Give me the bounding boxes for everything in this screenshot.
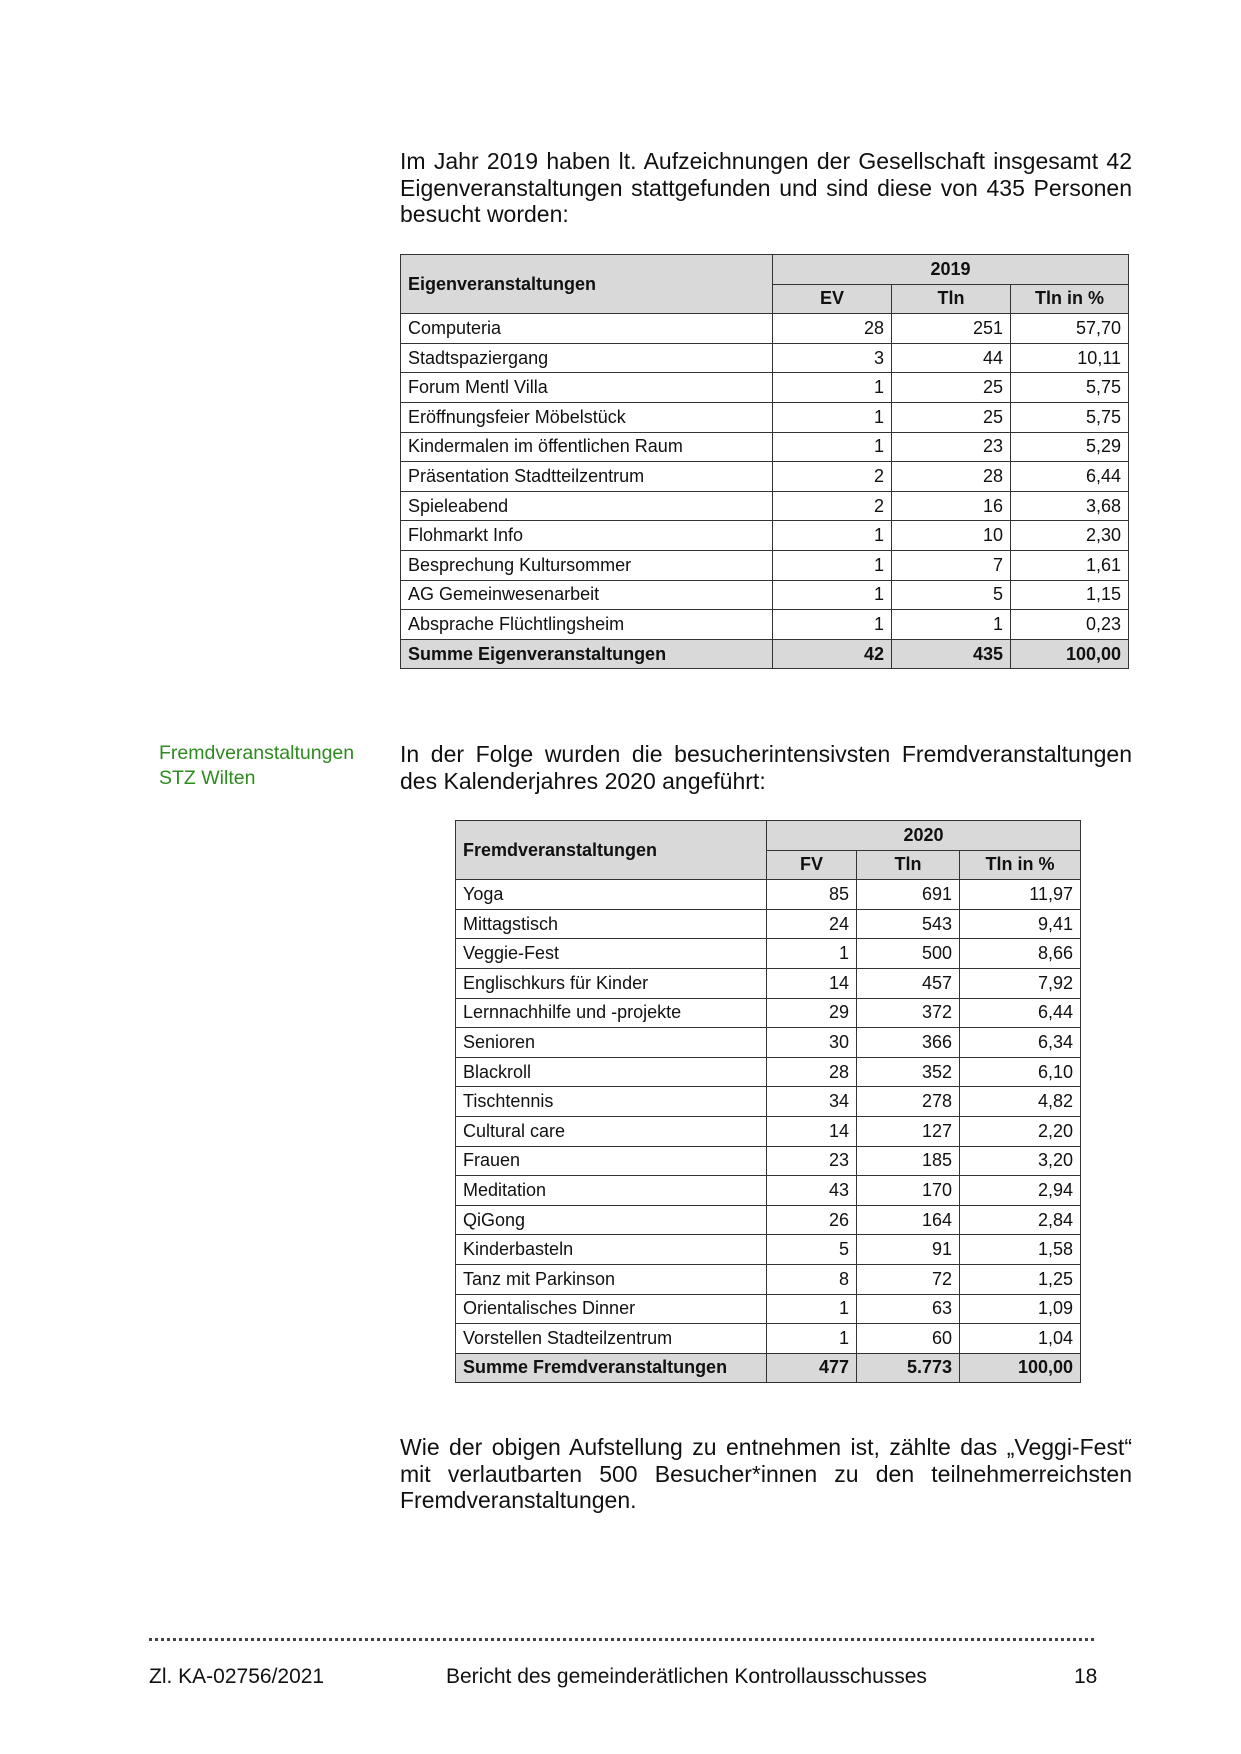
table2-sum-tln: 5.773 <box>857 1353 960 1383</box>
row-value: 8 <box>767 1264 857 1294</box>
table-row <box>456 1235 1081 1265</box>
table1-title: Eigenveranstaltungen <box>401 255 773 314</box>
row-label: Lernnachhilfe und -projekte <box>456 998 767 1028</box>
row-value: 5 <box>767 1235 857 1265</box>
row-label: Yoga <box>456 880 767 910</box>
row-value: 25 <box>892 402 1011 432</box>
table-row <box>456 909 1081 939</box>
row-label: Cultural care <box>456 1116 767 1146</box>
table1-col-tln-pct: Tln in % <box>1011 284 1129 314</box>
margin-note-line2: STZ Wilten <box>159 767 256 789</box>
row-value: 1,61 <box>1011 550 1129 580</box>
row-value: 1 <box>773 550 892 580</box>
table1-year: 2019 <box>773 255 1129 285</box>
row-value: 8,66 <box>960 939 1081 969</box>
row-value: 1,15 <box>1011 580 1129 610</box>
table1-sum-tln: 435 <box>892 639 1011 669</box>
table-row <box>456 998 1081 1028</box>
table-row <box>456 1087 1081 1117</box>
table-row <box>456 880 1081 910</box>
row-value: 34 <box>767 1087 857 1117</box>
row-value: 457 <box>857 968 960 998</box>
row-value: 3,68 <box>1011 491 1129 521</box>
row-value: 1 <box>773 610 892 640</box>
footer-divider <box>149 1638 1094 1643</box>
row-label: Forum Mentl Villa <box>401 373 773 403</box>
table2-title: Fremdveranstaltungen <box>456 821 767 880</box>
row-value: 1 <box>767 939 857 969</box>
row-value: 1 <box>767 1294 857 1324</box>
row-value: 14 <box>767 968 857 998</box>
footer-reference: Zl. KA-02756/2021 <box>149 1665 325 1688</box>
row-value: 1,58 <box>960 1235 1081 1265</box>
row-value: 2,94 <box>960 1176 1081 1206</box>
row-label: Englischkurs für Kinder <box>456 968 767 998</box>
table-row <box>401 610 1129 640</box>
row-value: 2 <box>773 491 892 521</box>
row-label: Veggie-Fest <box>456 939 767 969</box>
row-value: 85 <box>767 880 857 910</box>
row-value: 26 <box>767 1205 857 1235</box>
table1-col-ev: EV <box>773 284 892 314</box>
table-row <box>456 1294 1081 1324</box>
row-value: 14 <box>767 1116 857 1146</box>
table2-sum-fv: 477 <box>767 1353 857 1383</box>
row-label: Absprache Flüchtlingsheim <box>401 610 773 640</box>
fremdveranstaltungen-table <box>455 820 1081 1383</box>
row-value: 60 <box>857 1324 960 1354</box>
row-value: 366 <box>857 1028 960 1058</box>
row-value: 11,97 <box>960 880 1081 910</box>
row-value: 6,34 <box>960 1028 1081 1058</box>
table2-col-tln: Tln <box>857 850 960 880</box>
table-row <box>401 550 1129 580</box>
row-value: 1,09 <box>960 1294 1081 1324</box>
row-label: Kinderbasteln <box>456 1235 767 1265</box>
table2-year: 2020 <box>767 821 1081 851</box>
row-value: 9,41 <box>960 909 1081 939</box>
table-row <box>456 1146 1081 1176</box>
row-value: 251 <box>892 314 1011 344</box>
row-value: 28 <box>892 462 1011 492</box>
table2-sum-label: Summe Fremdveranstaltungen <box>456 1353 767 1383</box>
table-row <box>456 968 1081 998</box>
row-value: 0,23 <box>1011 610 1129 640</box>
row-label: Spieleabend <box>401 491 773 521</box>
table1-sum-ev: 42 <box>773 639 892 669</box>
row-value: 23 <box>892 432 1011 462</box>
row-label: Vorstellen Stadteilzentrum <box>456 1324 767 1354</box>
row-value: 5 <box>892 580 1011 610</box>
table-row <box>401 580 1129 610</box>
table-row <box>456 1057 1081 1087</box>
row-value: 691 <box>857 880 960 910</box>
table-row <box>456 1028 1081 1058</box>
row-label: Senioren <box>456 1028 767 1058</box>
row-value: 164 <box>857 1205 960 1235</box>
footer-page-number: 18 <box>1074 1665 1098 1688</box>
row-value: 1 <box>773 432 892 462</box>
row-value: 7 <box>892 550 1011 580</box>
table-row <box>401 491 1129 521</box>
row-value: 6,10 <box>960 1057 1081 1087</box>
row-label: Computeria <box>401 314 773 344</box>
row-value: 6,44 <box>960 998 1081 1028</box>
row-value: 10,11 <box>1011 343 1129 373</box>
row-value: 1 <box>773 373 892 403</box>
row-value: 1,04 <box>960 1324 1081 1354</box>
row-value: 372 <box>857 998 960 1028</box>
table2-sum-pct: 100,00 <box>960 1353 1081 1383</box>
row-value: 72 <box>857 1264 960 1294</box>
row-value: 4,82 <box>960 1087 1081 1117</box>
row-value: 63 <box>857 1294 960 1324</box>
eigenveranstaltungen-table <box>400 254 1129 669</box>
table-row <box>401 402 1129 432</box>
row-label: Eröffnungsfeier Möbelstück <box>401 402 773 432</box>
row-label: Flohmarkt Info <box>401 521 773 551</box>
table-row <box>401 373 1129 403</box>
table-row <box>456 1205 1081 1235</box>
footer-report-title: Bericht des gemeinderätlichen Kontrollausschusses <box>446 1665 927 1688</box>
mid-paragraph: In der Folge wurden die besucherintensivsten Fremdveranstaltungen des Kalenderjahres 2020 angeführt: <box>400 741 1132 794</box>
table-row <box>456 939 1081 969</box>
outro-paragraph: Wie der obigen Aufstellung zu entnehmen ist, zählte das „Veggi-Fest“ mit verlautbarten 500 Besucher*innen zu den teilnehmerreichsten Fremdveranstaltungen. <box>400 1434 1132 1513</box>
row-label: Stadtspaziergang <box>401 343 773 373</box>
row-value: 5,75 <box>1011 402 1129 432</box>
row-value: 185 <box>857 1146 960 1176</box>
row-value: 2 <box>773 462 892 492</box>
margin-note-line1: Fremdveranstaltungen <box>159 742 355 764</box>
table-row <box>401 343 1129 373</box>
table-row <box>401 314 1129 344</box>
table1-sum-row <box>401 639 1129 669</box>
row-value: 1,25 <box>960 1264 1081 1294</box>
row-value: 44 <box>892 343 1011 373</box>
row-value: 16 <box>892 491 1011 521</box>
row-value: 24 <box>767 909 857 939</box>
table-row <box>456 1176 1081 1206</box>
row-value: 29 <box>767 998 857 1028</box>
row-value: 352 <box>857 1057 960 1087</box>
intro-paragraph: Im Jahr 2019 haben lt. Aufzeichnungen der Gesellschaft insgesamt 42 Eigenveranstaltungen stattgefunden und sind diese von 435 Personen besucht worden: <box>400 148 1132 227</box>
row-label: Frauen <box>456 1146 767 1176</box>
row-value: 1 <box>767 1324 857 1354</box>
row-value: 3 <box>773 343 892 373</box>
row-value: 43 <box>767 1176 857 1206</box>
row-value: 6,44 <box>1011 462 1129 492</box>
table-row <box>401 521 1129 551</box>
row-label: Blackroll <box>456 1057 767 1087</box>
row-label: Mittagstisch <box>456 909 767 939</box>
row-value: 5,75 <box>1011 373 1129 403</box>
row-label: QiGong <box>456 1205 767 1235</box>
row-value: 7,92 <box>960 968 1081 998</box>
row-label: Tanz mit Parkinson <box>456 1264 767 1294</box>
table-row <box>401 432 1129 462</box>
row-value: 91 <box>857 1235 960 1265</box>
row-label: Besprechung Kultursommer <box>401 550 773 580</box>
row-value: 1 <box>773 580 892 610</box>
row-value: 1 <box>892 610 1011 640</box>
table-row <box>456 1116 1081 1146</box>
row-value: 57,70 <box>1011 314 1129 344</box>
table1-col-tln: Tln <box>892 284 1011 314</box>
table1-sum-pct: 100,00 <box>1011 639 1129 669</box>
row-value: 278 <box>857 1087 960 1117</box>
row-value: 3,20 <box>960 1146 1081 1176</box>
row-label: Meditation <box>456 1176 767 1206</box>
row-value: 170 <box>857 1176 960 1206</box>
row-label: Kindermalen im öffentlichen Raum <box>401 432 773 462</box>
row-value: 127 <box>857 1116 960 1146</box>
row-value: 1 <box>773 402 892 432</box>
row-value: 5,29 <box>1011 432 1129 462</box>
row-value: 500 <box>857 939 960 969</box>
table2-col-fv: FV <box>767 850 857 880</box>
row-label: Orientalisches Dinner <box>456 1294 767 1324</box>
row-value: 2,30 <box>1011 521 1129 551</box>
table-row <box>401 462 1129 492</box>
table2-sum-row <box>456 1353 1081 1383</box>
row-label: AG Gemeinwesenarbeit <box>401 580 773 610</box>
margin-note <box>159 741 389 791</box>
table-row <box>456 1324 1081 1354</box>
row-value: 10 <box>892 521 1011 551</box>
row-value: 23 <box>767 1146 857 1176</box>
row-value: 2,20 <box>960 1116 1081 1146</box>
row-label: Präsentation Stadtteilzentrum <box>401 462 773 492</box>
row-value: 1 <box>773 521 892 551</box>
table1-sum-label: Summe Eigenveranstaltungen <box>401 639 773 669</box>
row-value: 2,84 <box>960 1205 1081 1235</box>
row-value: 25 <box>892 373 1011 403</box>
row-value: 30 <box>767 1028 857 1058</box>
table2-col-tln-pct: Tln in % <box>960 850 1081 880</box>
row-label: Tischtennis <box>456 1087 767 1117</box>
row-value: 28 <box>773 314 892 344</box>
table-row <box>456 1264 1081 1294</box>
row-value: 543 <box>857 909 960 939</box>
row-value: 28 <box>767 1057 857 1087</box>
